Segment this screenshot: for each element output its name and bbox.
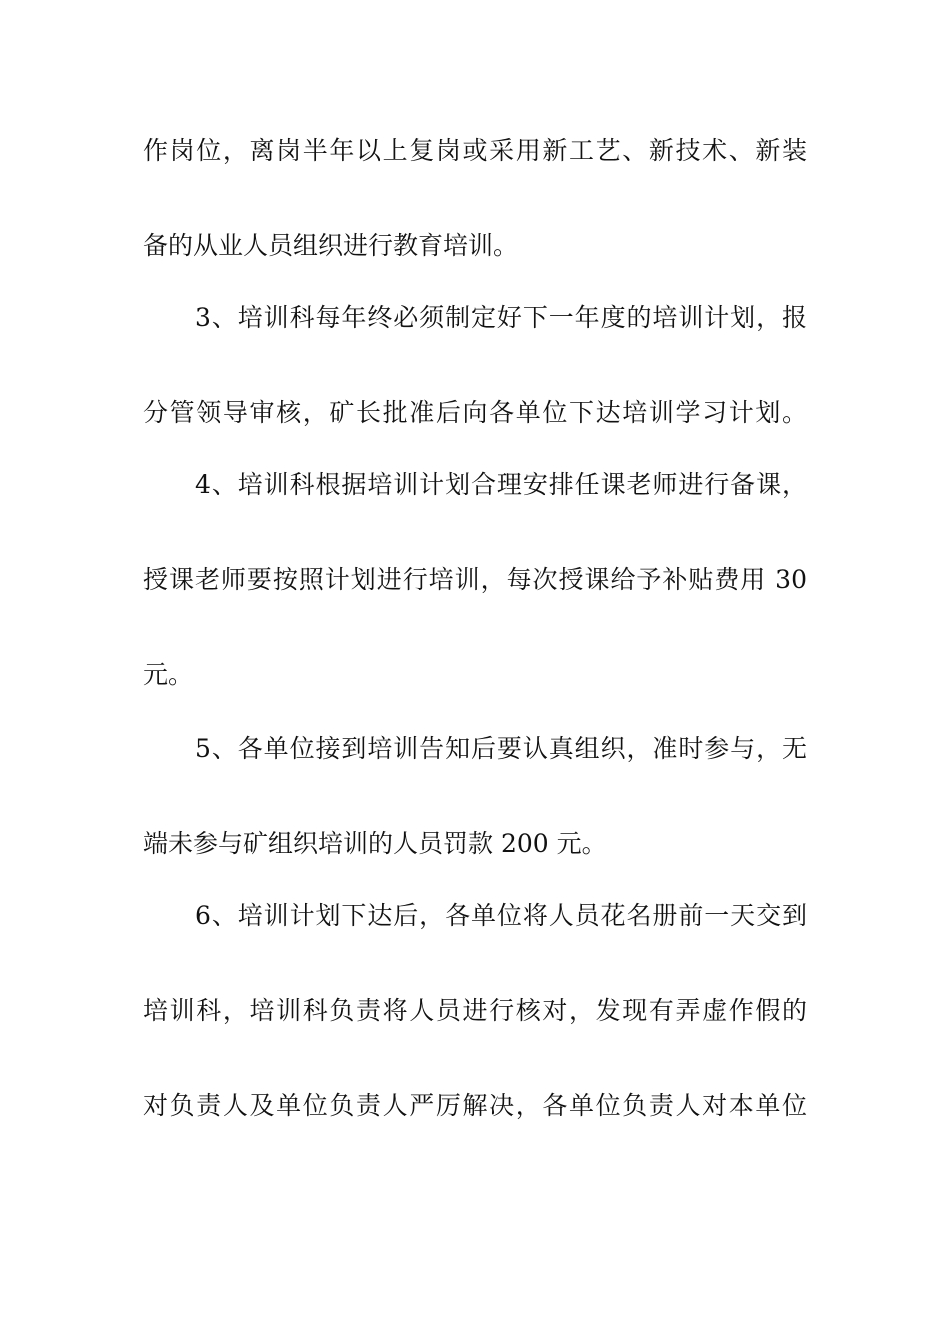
text-line-4: 分管领导审核，矿长批准后向各单位下达培训学习计划。 [143,398,807,427]
text-line-11: 培训科，培训科负责将人员进行核对，发现有弄虚作假的 [143,996,807,1025]
text-line-7: 元。 [143,660,194,689]
text-line-2: 备的从业人员组织进行教育培训。 [143,231,519,260]
text-line-12: 对负责人及单位负责人严厉解决，各单位负责人对本单位 [143,1091,807,1120]
text-line-8: 5、各单位接到培训告知后要认真组织，准时参与，无 [195,734,807,763]
text-line-5: 4、培训科根据培训计划合理安排任课老师进行备课， [195,470,807,499]
text-line-1: 作岗位，离岗半年以上复岗或采用新工艺、新技术、新装 [143,136,807,165]
text-line-10: 6、培训计划下达后，各单位将人员花名册前一天交到 [195,901,807,930]
text-line-3: 3、培训科每年终必须制定好下一年度的培训计划，报 [195,303,807,332]
text-line-9: 端未参与矿组织培训的人员罚款 200 元。 [143,829,607,858]
text-line-6: 授课老师要按照计划进行培训，每次授课给予补贴费用 30 [143,565,807,594]
